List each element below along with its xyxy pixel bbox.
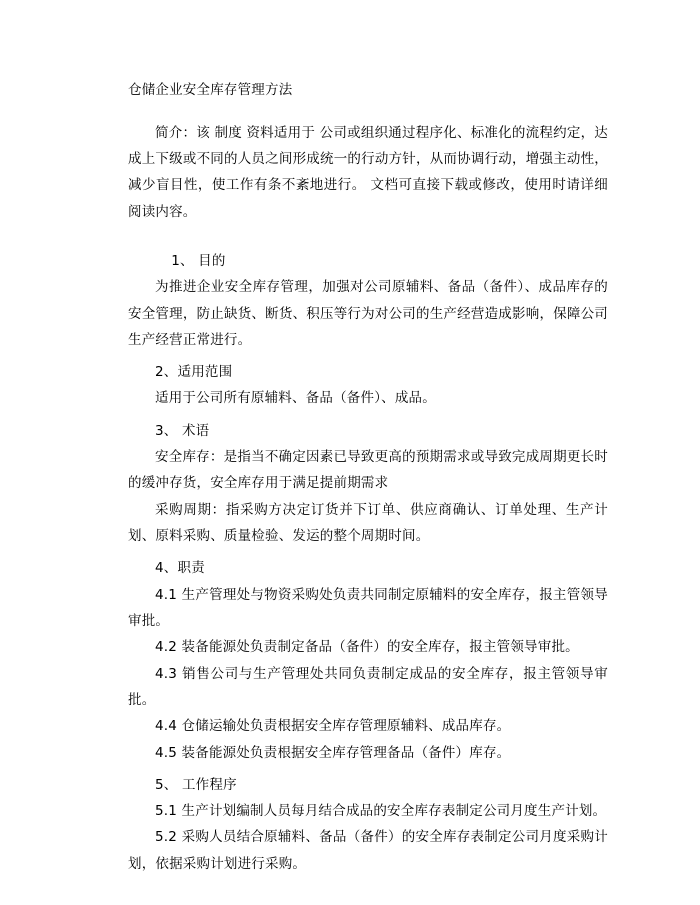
section-5-heading: 5、 工作程序 [155, 776, 237, 793]
section-4-heading: 4、职责 [155, 560, 205, 577]
section-5 [128, 772, 608, 877]
section-3-paragraph-2: 采购周期：指采购方决定订货并下订单、供应商确认、订单处理、生产计划、原料采购、质量检验、发运的整个周期时间。 [128, 501, 608, 545]
section-2-heading: 2、适用范围 [155, 364, 233, 381]
section-5-paragraph-2: 5.2 采购人员结合原辅料、备品（备件）的安全库存表制定公司月度采购计划，依据采购计划进行采购。 [128, 829, 608, 872]
section-2 [128, 359, 608, 412]
document-title: 仓储企业安全库存管理方法 [128, 82, 293, 98]
section-1-heading: 1、 目的 [171, 252, 226, 269]
section-4-paragraph-2: 4.2 装备能源处负责制定备品（备件）的安全库存，报主管领导审批。 [155, 639, 579, 656]
section-4-paragraph-5: 4.5 装备能源处负责根据安全库存管理备品（备件）库存。 [155, 744, 511, 761]
section-1-paragraph-1: 为推进企业安全库存管理，加强对公司原辅料、备品（备件）、成品库存的安全管理，防止缺货、断货、积压等行为对公司的生产经营造成影响，保障公司生产经营正常进行。 [128, 279, 608, 348]
section-4-paragraph-4: 4.4 仓储运输处负责根据安全库存管理原辅料、成品库存。 [155, 718, 511, 735]
section-4-paragraph-1: 4.1 生产管理处与物资采购处负责共同制定原辅料的安全库存，报主管领导审批。 [128, 586, 608, 629]
section-4 [128, 555, 608, 766]
section-5-paragraph-1: 5.1 生产计划编制人员每月结合成品的安全库存表制定公司月度生产计划。 [155, 803, 607, 820]
document-intro: 简介：该 制度 资料适用于 公司或组织通过程序化、标准化的流程约定，达成上下级或不同的人员之间形成统一的行动方针，从而协调行动，增强主动性，减少盲目性，使工作有条不紊地进行。 文档可直接下载或修改，使用时请详细阅读内容。 [128, 124, 608, 220]
section-3-paragraph-1: 安全库存：是指当不确定因素已导致更高的预期需求或导致完成周期更长时的缓冲存货，安全库存用于满足提前期需求 [128, 449, 608, 492]
section-3 [128, 418, 608, 550]
section-2-paragraph-1: 适用于公司所有原辅料、备品（备件）、成品。 [155, 390, 436, 407]
section-3-heading: 3、 术语 [155, 422, 210, 439]
section-1 [128, 248, 608, 353]
section-4-paragraph-3: 4.3 销售公司与生产管理处共同负责制定成品的安全库存，报主管领导审批。 [128, 665, 608, 708]
